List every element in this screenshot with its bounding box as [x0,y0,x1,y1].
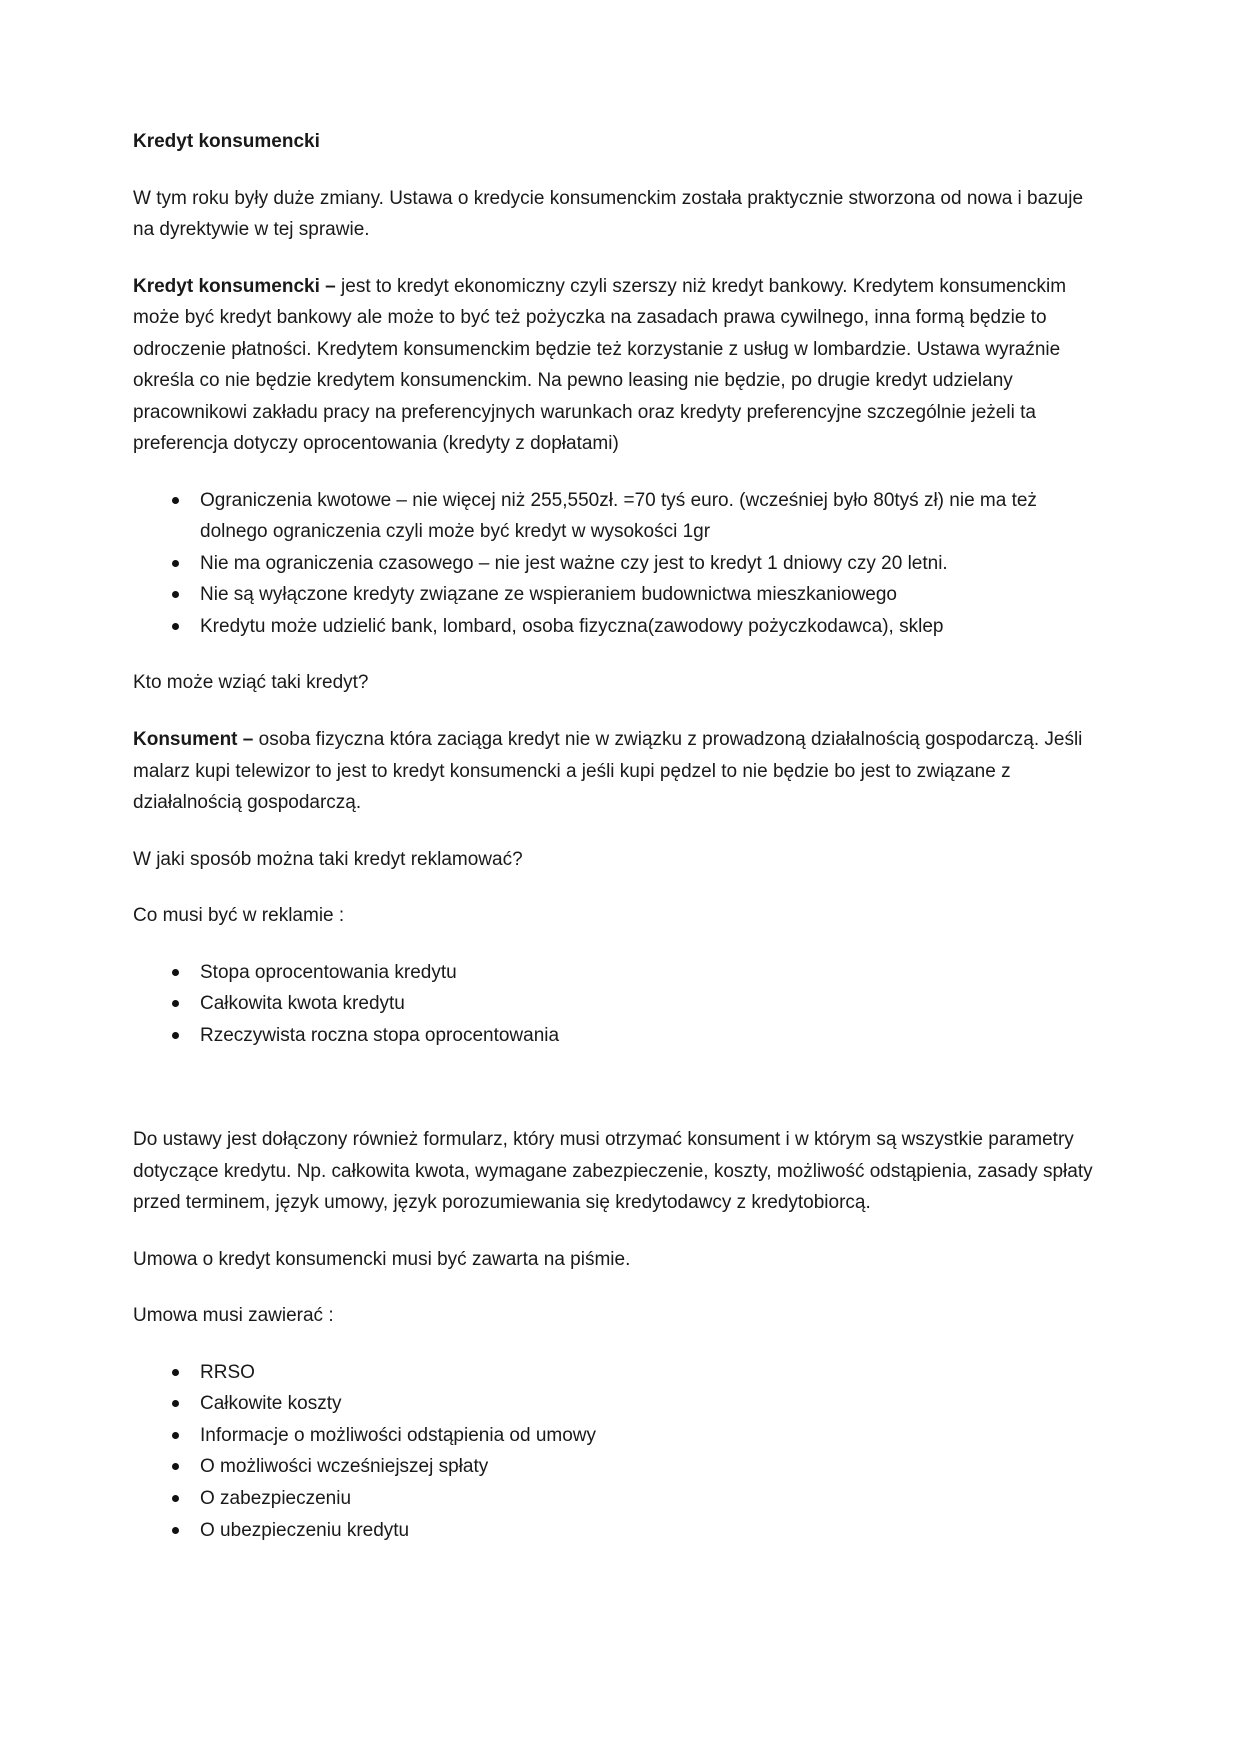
list-item: Całkowita kwota kredytu [133,988,1107,1020]
question-advertising: W jaki sposób można taki kredyt reklamować? [133,848,523,870]
consumer-term: Konsument – [133,728,254,750]
question-who: Kto może wziąć taki kredyt? [133,672,369,694]
doc-title: Kredyt konsumencki [133,131,320,152]
consumer-text: osoba fizyczna która zaciąga kredyt nie w związku z prowadzoną działalnością gospodarczą. Jeśli malarz kupi telewizor to jest to kredyt konsumencki a jeśli kupi pędzel to nie będzie bo jest to związane z działalnością gospodarczą. [133,728,1083,814]
list-item: Rzeczywista roczna stopa oprocentowania [133,1020,1107,1052]
list-item: Ograniczenia kwotowe – nie więcej niż 255,550zł. =70 tyś euro. (wcześniej było 80tyś zł) nie ma też dolnego ograniczenia czyli może być kredyt w wysokości 1gr [133,485,1107,548]
list-item: Kredytu może udzielić bank, lombard, osoba fizyczna(zawodowy pożyczkodawca), sklep [133,611,1107,643]
intro-paragraph: W tym roku były duże zmiany. Ustawa o kredycie konsumenckim została praktycznie stworzona od nowa i bazuje na dyrektywie w tej sprawie. [133,187,1084,241]
contract-label: Umowa musi zawierać : [133,1305,334,1327]
ad-requirements-list [133,957,1107,1052]
list-item: RRSO [133,1357,1107,1389]
form-paragraph: Do ustawy jest dołączony również formularz, który musi otrzymać konsument i w którym są wszystkie parametry dotyczące kredytu. Np. całkowita kwota, wymagane zabezpieczenie, koszty, możliwość odstąpienia, zasady spłaty przed terminem, język umowy, język porozumiewania się kredytodawcy z kredytobiorcą. [133,1129,1093,1214]
list-item: Informacje o możliwości odstąpienia od umowy [133,1420,1107,1452]
list-item: O możliwości wcześniejszej spłaty [133,1451,1107,1483]
definition-paragraph [133,271,1107,460]
list-item: Całkowite koszty [133,1388,1107,1420]
list-item: O ubezpieczeniu kredytu [133,1515,1107,1547]
blank-paragraph [133,1076,1107,1124]
limits-list [133,485,1107,643]
written-form-paragraph: Umowa o kredyt konsumencki musi być zawarta na piśmie. [133,1248,631,1270]
consumer-paragraph [133,724,1107,819]
definition-term: Kredyt konsumencki – [133,275,336,297]
list-item: Nie ma ograniczenia czasowego – nie jest ważne czy jest to kredyt 1 dniowy czy 20 letni. [133,548,1107,580]
ad-requirements-label: Co musi być w reklamie : [133,905,345,927]
document-body [133,126,1107,1546]
list-item: Stopa oprocentowania kredytu [133,957,1107,989]
list-item: Nie są wyłączone kredyty związane ze wspieraniem budownictwa mieszkaniowego [133,579,1107,611]
contract-list [133,1357,1107,1546]
list-item: O zabezpieczeniu [133,1483,1107,1515]
definition-text: jest to kredyt ekonomiczny czyli szerszy niż kredyt bankowy. Kredytem konsumenckim może być kredyt bankowy ale może to być też pożyczka na zasadach prawa cywilnego, inna formą będzie to odroczenie płatności. Kredytem konsumenckim będzie też korzystanie z usług w lombardzie. Ustawa wyraźnie określa co nie będzie kredytem konsumenckim. Na pewno leasing nie będzie, po drugie kredyt udzielany pracownikowi zakładu pracy na preferencyjnych warunkach oraz kredyty preferencyjne szczególnie jeżeli ta preferencja dotyczy oprocentowania (kredyty z dopłatami) [133,275,1067,455]
